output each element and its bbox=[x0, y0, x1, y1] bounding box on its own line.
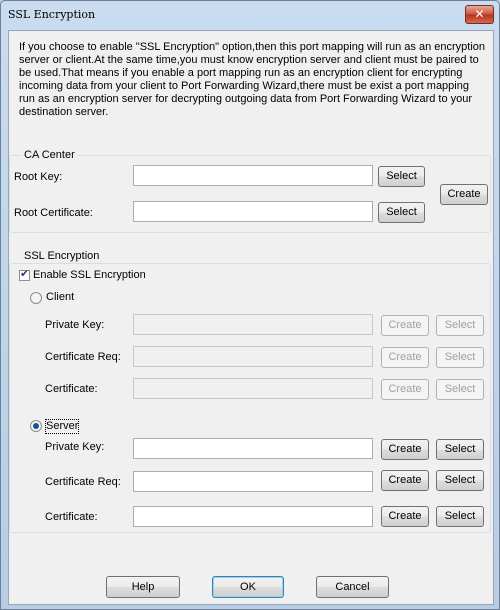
root-key-label: Root Key: bbox=[14, 171, 63, 183]
enable-ssl-checkbox[interactable] bbox=[19, 270, 30, 281]
client-private-key-select-button: Select bbox=[436, 315, 484, 336]
checkmark-icon: ✔ bbox=[20, 268, 30, 280]
root-certificate-label: Root Certificate: bbox=[14, 207, 93, 219]
close-icon: ✕ bbox=[474, 7, 485, 21]
description-text: If you choose to enable "SSL Encryption" option,then this port mapping will run as an encryption server or client.At the same time,you must know encryption server and client must be paired to be used.That means if you enable a port mapping run as an encryption client for encrypting incoming data from your client to Port Forwarding Wizard,there must be exist a port mapping run as an encryption server for decrypting outgoing data from Port Forwarding Wizard to your destination server. bbox=[19, 41, 486, 118]
ok-button[interactable]: OK bbox=[212, 576, 284, 598]
client-private-key-label: Private Key: bbox=[45, 319, 105, 331]
server-certificate-select-button[interactable]: Select bbox=[436, 506, 484, 527]
enable-ssl-label[interactable]: Enable SSL Encryption bbox=[33, 269, 146, 281]
server-private-key-input[interactable] bbox=[133, 438, 373, 459]
client-certificate-label: Certificate: bbox=[45, 383, 98, 395]
cancel-button[interactable]: Cancel bbox=[316, 576, 389, 598]
client-certificate-select-button: Select bbox=[436, 379, 484, 400]
server-radio-label[interactable]: Server bbox=[46, 420, 79, 432]
ca-center-legend: CA Center bbox=[21, 149, 78, 162]
root-key-input[interactable] bbox=[133, 165, 373, 186]
help-button[interactable]: Help bbox=[106, 576, 180, 598]
server-radio[interactable] bbox=[30, 420, 42, 432]
title-bar bbox=[1, 1, 499, 29]
server-cert-req-select-button[interactable]: Select bbox=[436, 470, 484, 491]
ca-create-button[interactable]: Create bbox=[440, 184, 488, 205]
ssl-encryption-legend: SSL Encryption bbox=[21, 250, 102, 263]
close-button[interactable] bbox=[465, 5, 494, 24]
server-cert-req-label: Certificate Req: bbox=[45, 476, 121, 488]
client-cert-req-create-button: Create bbox=[381, 347, 429, 368]
client-private-key-create-button: Create bbox=[381, 315, 429, 336]
client-certificate-create-button: Create bbox=[381, 379, 429, 400]
server-private-key-select-button[interactable]: Select bbox=[436, 439, 484, 460]
server-certificate-create-button[interactable]: Create bbox=[381, 506, 429, 527]
root-certificate-select-button[interactable]: Select bbox=[378, 202, 425, 223]
server-private-key-label: Private Key: bbox=[45, 441, 105, 453]
client-radio[interactable] bbox=[30, 292, 42, 304]
client-private-key-input bbox=[133, 314, 373, 335]
client-cert-req-label: Certificate Req: bbox=[45, 351, 121, 363]
server-certificate-label: Certificate: bbox=[45, 511, 98, 523]
dialog-content bbox=[8, 30, 494, 605]
root-certificate-input[interactable] bbox=[133, 201, 373, 222]
client-certificate-input bbox=[133, 378, 373, 399]
client-cert-req-input bbox=[133, 346, 373, 367]
radio-selected-icon bbox=[33, 423, 39, 429]
window-title: SSL Encryption bbox=[8, 8, 96, 21]
client-cert-req-select-button: Select bbox=[436, 347, 484, 368]
server-certificate-input[interactable] bbox=[133, 506, 373, 527]
root-key-select-button[interactable]: Select bbox=[378, 166, 425, 187]
server-cert-req-create-button[interactable]: Create bbox=[381, 470, 429, 491]
server-cert-req-input[interactable] bbox=[133, 471, 373, 492]
client-radio-label[interactable]: Client bbox=[46, 291, 75, 303]
server-private-key-create-button[interactable]: Create bbox=[381, 439, 429, 460]
